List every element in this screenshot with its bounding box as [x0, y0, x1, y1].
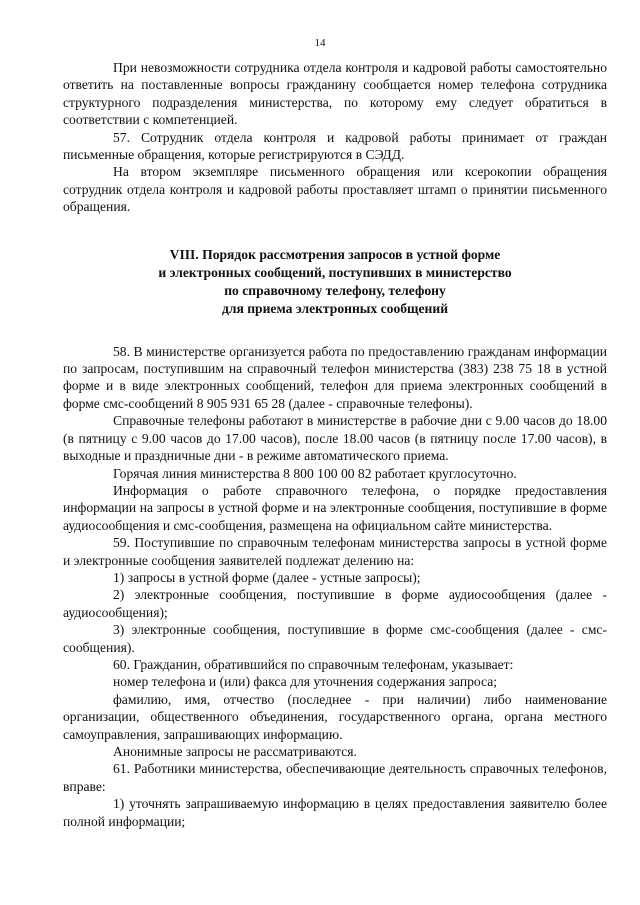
list-item: 1) уточнять запрашиваемую информацию в целях предоставления заявителю более полной информации; — [63, 796, 607, 829]
section-heading — [63, 246, 607, 318]
paragraph: номер телефона и (или) факса для уточнения содержания запроса; — [113, 674, 498, 690]
list-item: 2) электронные сообщения, поступившие в форме аудиосообщения (далее - аудиосообщения); — [63, 587, 607, 620]
list-item: 3) электронные сообщения, поступившие в форме смс-сообщения (далее - смс-сообщения). — [63, 622, 607, 655]
list-item: 1) запросы в устной форме (далее - устные запросы); — [113, 569, 421, 585]
page-number: 14 — [314, 37, 326, 49]
document-body — [63, 59, 607, 830]
paragraph: 57. Сотрудник отдела контроля и кадровой работы принимает от граждан письменные обращения, которые регистрируются в СЭДД. — [63, 129, 607, 163]
paragraph: 58. В министерстве организуется работа по предоставлению гражданам информации по запросам, поступившим на справочный телефон министерства (383) 238 75 18 в устной форме и в виде электронных сообщений, телефон для приема электронных сообщений в форме смс-сообщений 8 905 931 65 28 (далее - справочные телефоны). — [63, 343, 607, 411]
section-heading-line: по справочному телефону, телефону — [224, 282, 446, 298]
paragraph: На втором экземпляре письменного обращения или ксерокопии обращения сотрудник отдела контроля и кадровой работы проставляет штамп о принятии письменного обращения. — [63, 164, 607, 215]
paragraph: Анонимные запросы не рассматриваются. — [113, 744, 357, 759]
section-heading-line: для приема электронных сообщений — [221, 300, 449, 316]
paragraph: Справочные телефоны работают в министерстве в рабочие дни с 9.00 часов до 18.00 (в пятницу с 9.00 часов до 17.00 часов), после 18.00 часов (в пятницу после 17.00 часов), в выходные и праздничные дни - в режиме автоматического приема. — [63, 413, 607, 464]
paragraph: фамилию, имя, отчество (последнее - при наличии) либо наименование организации, общественного объединения, государственного органа, органа местного самоуправления, запрашивающих информацию. — [63, 691, 607, 742]
section-heading-line: VIII. Порядок рассмотрения запросов в устной форме — [169, 246, 501, 262]
paragraph: 61. Работники министерства, обеспечивающие деятельность справочных телефонов, вправе: — [63, 761, 607, 794]
paragraph: 60. Гражданин, обратившийся по справочным телефонам, указывает: — [113, 656, 514, 672]
paragraph: Информация о работе справочного телефона, о порядке предоставления информации на запросы в устной форме и на электронные сообщения, поступившие в форме аудиосообщения и смс-сообщения, размещена на официальном сайте министерства. — [63, 482, 607, 533]
paragraph: Горячая линия министерства 8 800 100 00 82 работает круглосуточно. — [113, 465, 517, 481]
paragraph: При невозможности сотрудника отдела контроля и кадровой работы самостоятельно ответить на поставленные вопросы гражданину сообщается номер телефона сотрудника структурного подразделения министерства, по которому ему следует обратиться в соответствии с компетенцией. — [63, 60, 607, 128]
paragraph: 59. Поступившие по справочным телефонам министерства запросы в устной форме и электронные сообщения заявителей подлежат делению на: — [63, 535, 607, 568]
section-heading-line: и электронных сообщений, поступивших в министерство — [158, 264, 512, 280]
